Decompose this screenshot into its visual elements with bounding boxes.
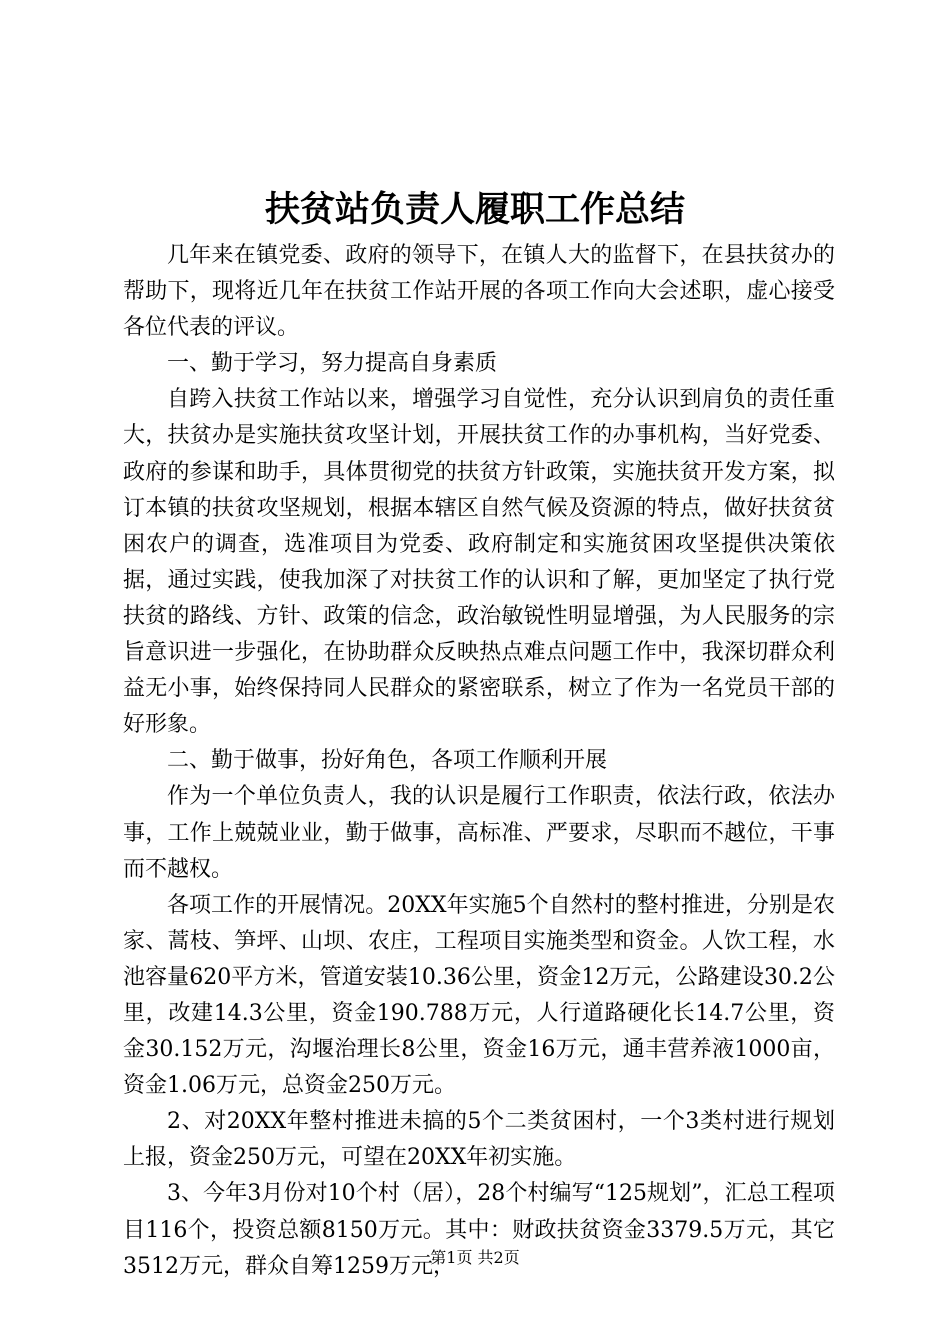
- document-title: 扶贫站负责人履职工作总结: [264, 189, 685, 230]
- paragraph-duty: 作为一个单位负责人，我的认识是履行工作职责，依法行政，依法办事，工作上兢兢业业，勤于做事，高标准、严要求，尽职而不越位，干事而不越权。: [123, 784, 835, 882]
- paragraph-study: 自跨入扶贫工作站以来，增强学习自觉性，充分认识到肩负的责任重大，扶贫办是实施扶贫攻坚计划，开展扶贫工作的办事机构，当好党委、政府的参谋和助手，具体贯彻党的扶贫方针政策，实施扶贫开发方案，拟订本镇的扶贫攻坚规划，根据本辖区自然气候及资源的特点，做好扶贫贫困农户的调查，选准项目为党委、政府制定和实施贫困攻坚提供决策依据，通过实践，使我加深了对扶贫工作的认识和了解，更加坚定了执行党扶贫的路线、方针、政策的信念，政治敏锐性明显增强，为人民服务的宗旨意识进一步强化，在协助群众反映热点难点问题工作中，我深切群众利益无小事，始终保持同人民群众的紧密联系，树立了作为一名党员干部的好形象。: [123, 387, 835, 738]
- page-number-footer: 第1页 共2页: [430, 1248, 520, 1267]
- section-heading-1: 一、勤于学习，努力提高自身素质: [167, 351, 498, 377]
- paragraph-item-3: 3、今年3月份对10个村（居），28个村编写“125规划”，汇总工程项目116个，投资总额8150万元。其中：财政扶贫资金3379.5万元，其它3512万元，群众自筹1259万元，: [123, 1181, 835, 1279]
- paragraph-item-2: 2、对20XX年整村推进未搞的5个二类贫困村，一个3类村进行规划上报，资金250万元，可望在20XX年初实施。: [123, 1109, 835, 1171]
- paragraph-work-progress: 各项工作的开展情况。20XX年实施5个自然村的整村推进，分别是农家、蒿枝、笋坪、山坝、农庄，工程项目实施类型和资金。人饮工程，水池容量620平方米，管道安装10.36公里，资金12万元，公路建设30.2公里，改建14.3公里，资金190.788万元，人行道路硬化长14.7公里，资金30.152万元，沟堰治理长8公里，资金16万元，通丰营养液1000亩，资金1.06万元，总资金250万元。: [123, 892, 835, 1099]
- paragraph-intro: 几年来在镇党委、政府的领导下，在镇人大的监督下，在县扶贫办的帮助下，现将近几年在扶贫工作站开展的各项工作向大会述职，虚心接受各位代表的评议。: [123, 243, 835, 341]
- section-heading-2: 二、勤于做事，扮好角色，各项工作顺利开展: [167, 748, 608, 774]
- document-body: [123, 238, 835, 1285]
